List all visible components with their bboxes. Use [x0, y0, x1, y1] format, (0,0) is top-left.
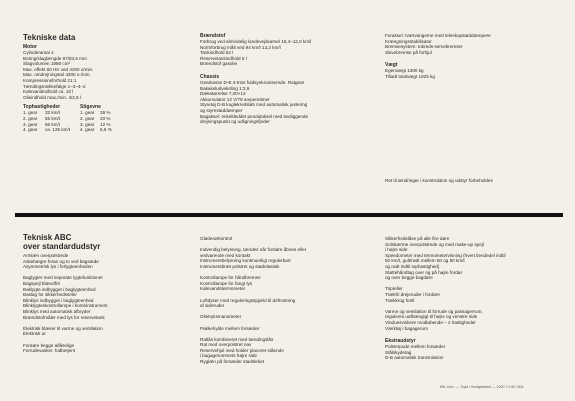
chassis-line: og styrestøddæmper	[200, 107, 243, 113]
motor-line: Max. omdrejningstal 4300 o./min.	[23, 72, 91, 78]
abc-item: Trækfri drejeruder i fordøre	[385, 291, 440, 297]
abc-item: Bagspejl blændfrit	[23, 280, 60, 286]
abc-item: Asymmetrisk lys i forlygteenheden	[23, 264, 93, 270]
abc-item: af sideruder	[200, 303, 225, 309]
braend-line: Brændstof gasolie	[200, 61, 238, 67]
braend-line: Tankindhold 52 l	[200, 50, 234, 56]
abc-item: Rat med overpolstret nav	[200, 342, 252, 348]
abc-column-right	[385, 236, 506, 361]
toph-block	[23, 104, 70, 132]
abc-item: Instrumentbelysning kontinuerligt regulerbart	[200, 258, 291, 264]
abc-item: Baklygte indbygget i baglygteenhed	[23, 286, 96, 292]
chassis-line: Akkumulator 12 V/78 amperetimer	[200, 96, 270, 102]
toph-row-value: 86 km/t	[45, 121, 61, 127]
ekstra-item: Polsterpude mellem forsæder	[385, 344, 446, 350]
stig-row	[80, 127, 112, 133]
abc-item: 50 km/t, gult/rødt mellem 50 og 60 km/t	[385, 258, 465, 264]
abc-item: Solskærme overpolstrede og med make-up spejl	[385, 241, 484, 247]
changes-reserved-note: Ret til ændringer i konstruktion og udstyr forbeholdes	[385, 178, 493, 183]
abc-item: Olietryksmanometer	[200, 314, 242, 320]
abc-item: Speedometer med termometervisning (hvert tiendedel indtil	[385, 252, 506, 258]
print-footnote: Eftr. forb. — Trykt i Vesttyskland — 1000 7 II M / 504	[440, 385, 524, 389]
braend-heading: Brændstof	[200, 33, 226, 39]
vaegt-heading: Vægt	[385, 62, 398, 69]
section-title-tekniske: Tekniske data	[23, 33, 76, 42]
toph-heading: Tophastigheder	[23, 104, 61, 111]
motor-line: Olieindhold max./min. 4/2,5 l	[23, 94, 81, 100]
abc-item: Varme og ventilation til forrude og passagerrum,	[385, 308, 483, 314]
abc-item: Støttehåndtag over og på højre fordør	[385, 269, 463, 275]
ekstra-heading: Ekstraudstyr	[385, 338, 416, 345]
toph-row-value: 32 km/t	[45, 110, 61, 116]
abc-column-middle	[200, 236, 306, 365]
abc-item: Kontrollampe for håndbremse	[200, 275, 261, 281]
motor-line: Tændingsrækkefølge 1–3–4–2	[23, 83, 86, 89]
abc-item: Luftdyser med reguleringsspjæld til defrostning	[200, 297, 296, 303]
abc-item: og rødt indtil tophastighed)	[385, 263, 440, 269]
vaegt-line: Egenvægt 1300 kg	[385, 68, 424, 74]
toph-row	[23, 127, 70, 133]
chassis-line: drejningspunkt og udligningsfjeder	[200, 119, 270, 125]
abc-item: Blinklys med automatisk afbryder	[23, 308, 91, 314]
abc-item: vedvarende med kontakt	[200, 252, 251, 258]
abc-item: Værktøj i bagagerum	[385, 325, 428, 331]
forsaksel-line: Bremsesystem: tokreds-servebremser	[385, 44, 463, 50]
abc-item: Baslag for sikkerhedsseler	[23, 292, 77, 298]
forsaksel-line: Skivebremse på forhjul	[385, 49, 432, 55]
abc-item: Brændstofmåler med lys for reservetank	[23, 314, 105, 320]
abc-item: Blinklys indbygget i baglygteenhed	[23, 297, 94, 303]
abc-item: Kontrollampe for fangt lys	[200, 280, 253, 286]
abc-item: Armlæn overpolstrede	[23, 253, 69, 258]
abc-item: Vinduesviskere modløbende – 2 hastigheder	[385, 319, 476, 325]
abc-item: Gløderørkontrol	[200, 236, 233, 241]
motor-line: Kompressionsforhold 21:1	[23, 77, 77, 83]
motor-line: Slagvolumen 1988 cm³	[23, 61, 70, 67]
abc-item: Forrudevasker, fodbetjent	[23, 348, 76, 354]
braend-line: Normforbrug målt ved 94 km/t 13,2 km/l	[200, 44, 281, 50]
abc-item: Sikkerhedslåse på alle fire døre	[385, 236, 450, 241]
abc-item: Ratlås kombineret med tændingslås	[200, 336, 274, 342]
abc-item: Ryglæn på forsæder stadskrket	[200, 359, 265, 365]
toph-row-gear: 4. gear	[23, 127, 38, 133]
stig-row-gear: 2. gear	[80, 115, 95, 121]
abc-item: Fordøre begge aflåselige	[23, 342, 75, 348]
abc-item: Elektrisk ur	[23, 331, 46, 337]
abc-item: Askebægre foran og to ved bagsæde	[23, 258, 99, 264]
abc-item: Elektrisk blæser til varme og ventilation	[23, 325, 103, 331]
section-divider	[15, 213, 563, 217]
braend-line: Forbrug ved almindelig landevejskørsel 15,4–12,0 km/l	[200, 39, 312, 44]
vaegt-line: Tilladt totalvægt 1825 kg	[385, 73, 435, 79]
toph-row-gear: 3. gear	[23, 121, 38, 127]
chassis-line: Bagaksel: enkeltleddet pendulaksel med lavtliggende	[200, 113, 309, 119]
abc-item: Instrumentbræt polstret og stødelastisk	[200, 263, 280, 269]
abc-item: Indvendig belysning, tændes når fordøre åbnes eller	[200, 247, 307, 253]
abc-item: Baglygter med separate lygtefunktioner	[23, 275, 103, 281]
chassis-line: Styretøj D-B kuglekredsløb med automatisk justering	[200, 102, 308, 108]
chassis-heading: Chassis	[200, 73, 220, 80]
ekstra-item: Stålskydetag	[385, 349, 412, 355]
motor-line: Kølevandindhold ca. 10 l	[23, 89, 74, 95]
abc-item: i bagagerummets højre side	[200, 353, 257, 359]
stig-row-value: 20 %	[100, 115, 111, 121]
braend-line: Reservetankindhold 5 l	[200, 55, 247, 61]
abc-item: Trækkrog fortil	[385, 297, 415, 303]
tekniske-column-left	[23, 33, 112, 133]
chassis-line: Gearkasse D-B 4-trins fuldsynkroniserede. Ratgear	[200, 79, 305, 85]
abc-item: reguleres uafhængigt til højre og venstre side	[385, 314, 478, 320]
stig-block	[80, 104, 112, 132]
stig-row-gear: 1. gear	[80, 110, 95, 116]
motor-line: Boring/slaglængde 87/83,6 mm	[23, 55, 87, 61]
toph-row-value: 55 km/t	[45, 115, 61, 121]
tekniske-column-right	[385, 33, 491, 80]
abc-item: Reservehjul med holder placeret stående	[200, 347, 284, 353]
stig-row-value: 6,5 %	[100, 127, 112, 133]
forsaksel-line: Krængningsstabilisator	[385, 38, 432, 44]
stig-row-value: 12 %	[100, 121, 111, 127]
section-title-abc-1: Teknisk ABC	[23, 233, 72, 242]
abc-item: Blinklygteskontrollampe i kombinstrument	[23, 303, 108, 309]
toph-row-gear: 2. gear	[23, 115, 38, 121]
stig-row-gear: 4. gear	[80, 127, 95, 133]
abc-column-left	[23, 233, 108, 354]
stig-row-value: 38 %	[100, 110, 111, 116]
abc-item: Kølevandstermometer	[200, 286, 246, 292]
toph-row-value: ca. 125 km/t	[45, 127, 71, 133]
motor-lines	[23, 50, 112, 100]
section-title-abc-2: over standardudstyr	[23, 242, 101, 251]
motor-line: Cylinderantal 4	[23, 50, 54, 55]
tekniske-column-middle	[200, 33, 311, 125]
forsaksel-line: Forаksel: tværvangerne med teleskopstøddæmpere	[385, 33, 491, 38]
chassis-line: Dækstørrelse 7,00×13	[200, 91, 246, 97]
motor-line: Max. effekt 60 HK ved 4200 o/min.	[23, 66, 94, 72]
chassis-line: Bakaksludveksling 1:3,9	[200, 85, 250, 91]
motor-heading: Motor	[23, 44, 37, 50]
ekstra-item: D-B automatisk transmission	[385, 355, 444, 361]
abc-item: og over begge bagdøre	[385, 275, 433, 281]
abc-item: i højre side	[385, 247, 408, 253]
stig-heading: Stigevne	[80, 104, 101, 111]
abc-item: Pakkehylde mellem forsæder	[200, 325, 260, 331]
stig-row-gear: 3. gear	[80, 121, 95, 127]
abc-item: Tripteller	[385, 286, 403, 292]
toph-row-gear: 1. gear	[23, 110, 38, 116]
